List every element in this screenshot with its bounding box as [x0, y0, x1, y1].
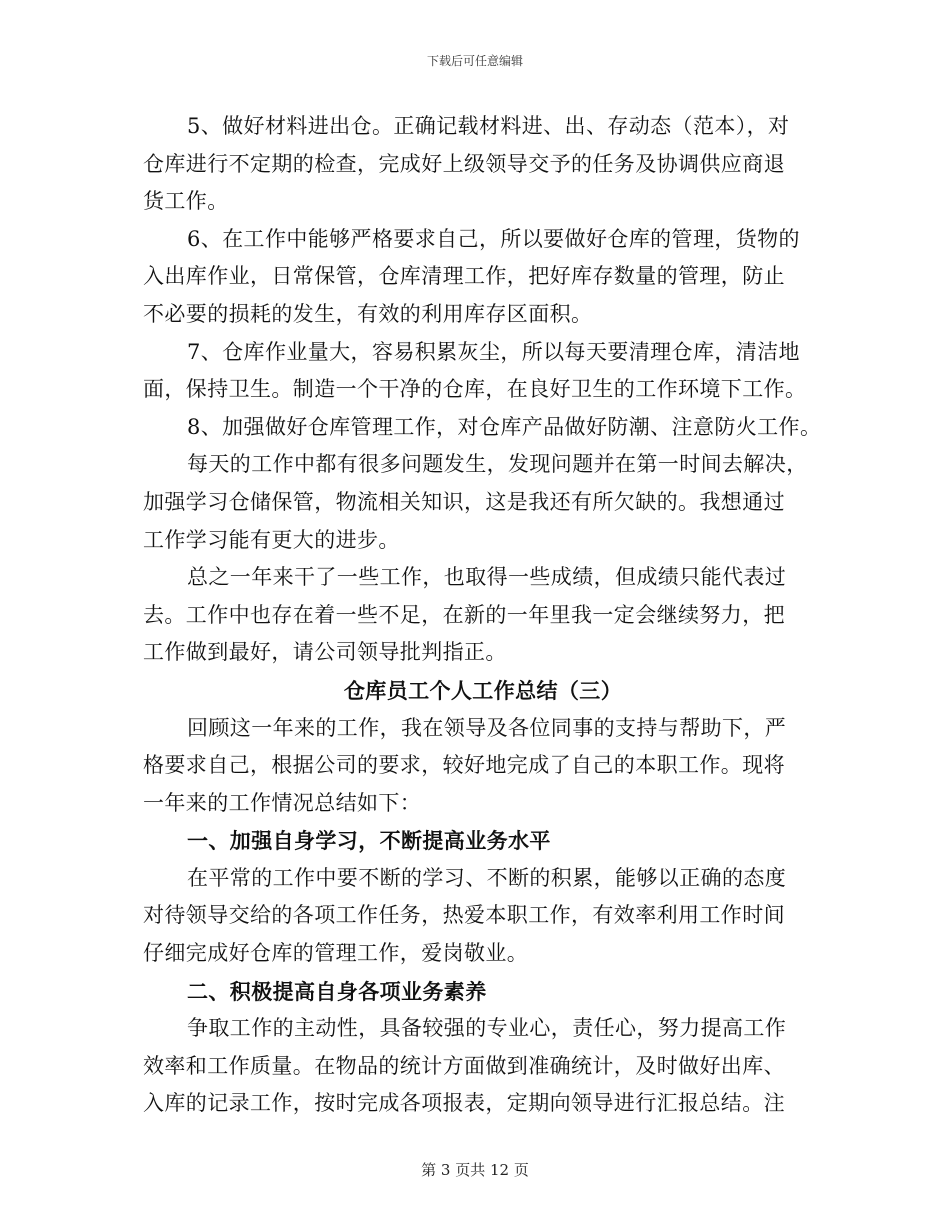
- text-line: 效率和工作质量。在物品的统计方面做到准确统计，及时做好出库、: [143, 1053, 785, 1078]
- text-line: 仔细完成好仓库的管理工作，爱岗敬业。: [143, 941, 529, 966]
- section-title: 仓库员工个人工作总结（三）: [343, 677, 623, 703]
- text-line: 面，保持卫生。制造一个干净的仓库，在良好卫生的工作环境下工作。: [143, 377, 807, 402]
- text-line: 去。工作中也存在着一些不足，在新的一年里我一定会继续努力，把: [143, 602, 785, 627]
- text-line: 5、做好材料进出仓。正确记载材料进、出、存动态（范本），对: [187, 114, 790, 138]
- text-line: 总之一年来干了一些工作，也取得一些成绩，但成绩只能代表过: [187, 565, 787, 590]
- text-line: 6、在工作中能够严格要求自己，所以要做好仓库的管理，货物的: [187, 226, 800, 251]
- text-line: 每天的工作中都有很多问题发生，发现问题并在第一时间去解决，: [187, 452, 808, 477]
- text-line: 货工作。: [143, 189, 229, 214]
- text-line: 争取工作的主动性，具备较强的专业心，责任心，努力提高工作: [187, 1016, 787, 1041]
- text-line: 不必要的损耗的发生，有效的利用库存区面积。: [143, 301, 593, 326]
- text-line: 一年来的工作情况总结如下：: [143, 790, 422, 815]
- text-line: 对待领导交给的各项工作任务，热爱本职工作，有效率利用工作时间: [143, 903, 785, 928]
- text-line: 7、仓库作业量大，容易积累灰尘，所以每天要清理仓库，清洁地: [187, 339, 800, 364]
- text-line: 回顾这一年来的工作，我在领导及各位同事的支持与帮助下，严: [187, 715, 787, 740]
- text-line: 仓库进行不定期的检查，完成好上级领导交予的任务及协调供应商退: [143, 151, 785, 176]
- text-line: 8、加强做好仓库管理工作，对仓库产品做好防潮、注意防火工作。: [187, 414, 822, 439]
- document-body: [143, 108, 823, 1123]
- text-line: 在平常的工作中要不断的学习、不断的积累，能够以正确的态度: [187, 865, 787, 890]
- page-number: 第 3 页共 12 页: [421, 1161, 529, 1179]
- text-line: 工作学习能有更大的进步。: [143, 527, 400, 552]
- text-line: 格要求自己，根据公司的要求，较好地完成了自己的本职工作。现将: [143, 753, 785, 778]
- text-line: 工作做到最好，请公司领导批判指正。: [143, 640, 507, 665]
- page-header: 下载后可任意编辑: [426, 54, 523, 68]
- text-line: 入出库作业，日常保管，仓库清理工作，把好库存数量的管理，防止: [143, 264, 785, 289]
- subheading: 二、积极提高自身各项业务素养: [187, 978, 487, 1004]
- subheading: 一、加强自身学习，不断提高业务水平: [187, 828, 551, 854]
- text-line: 入库的记录工作，按时完成各项报表，定期向领导进行汇报总结。注: [143, 1091, 785, 1116]
- text-line: 加强学习仓储保管，物流相关知识，这是我还有所欠缺的。我想通过: [143, 489, 785, 514]
